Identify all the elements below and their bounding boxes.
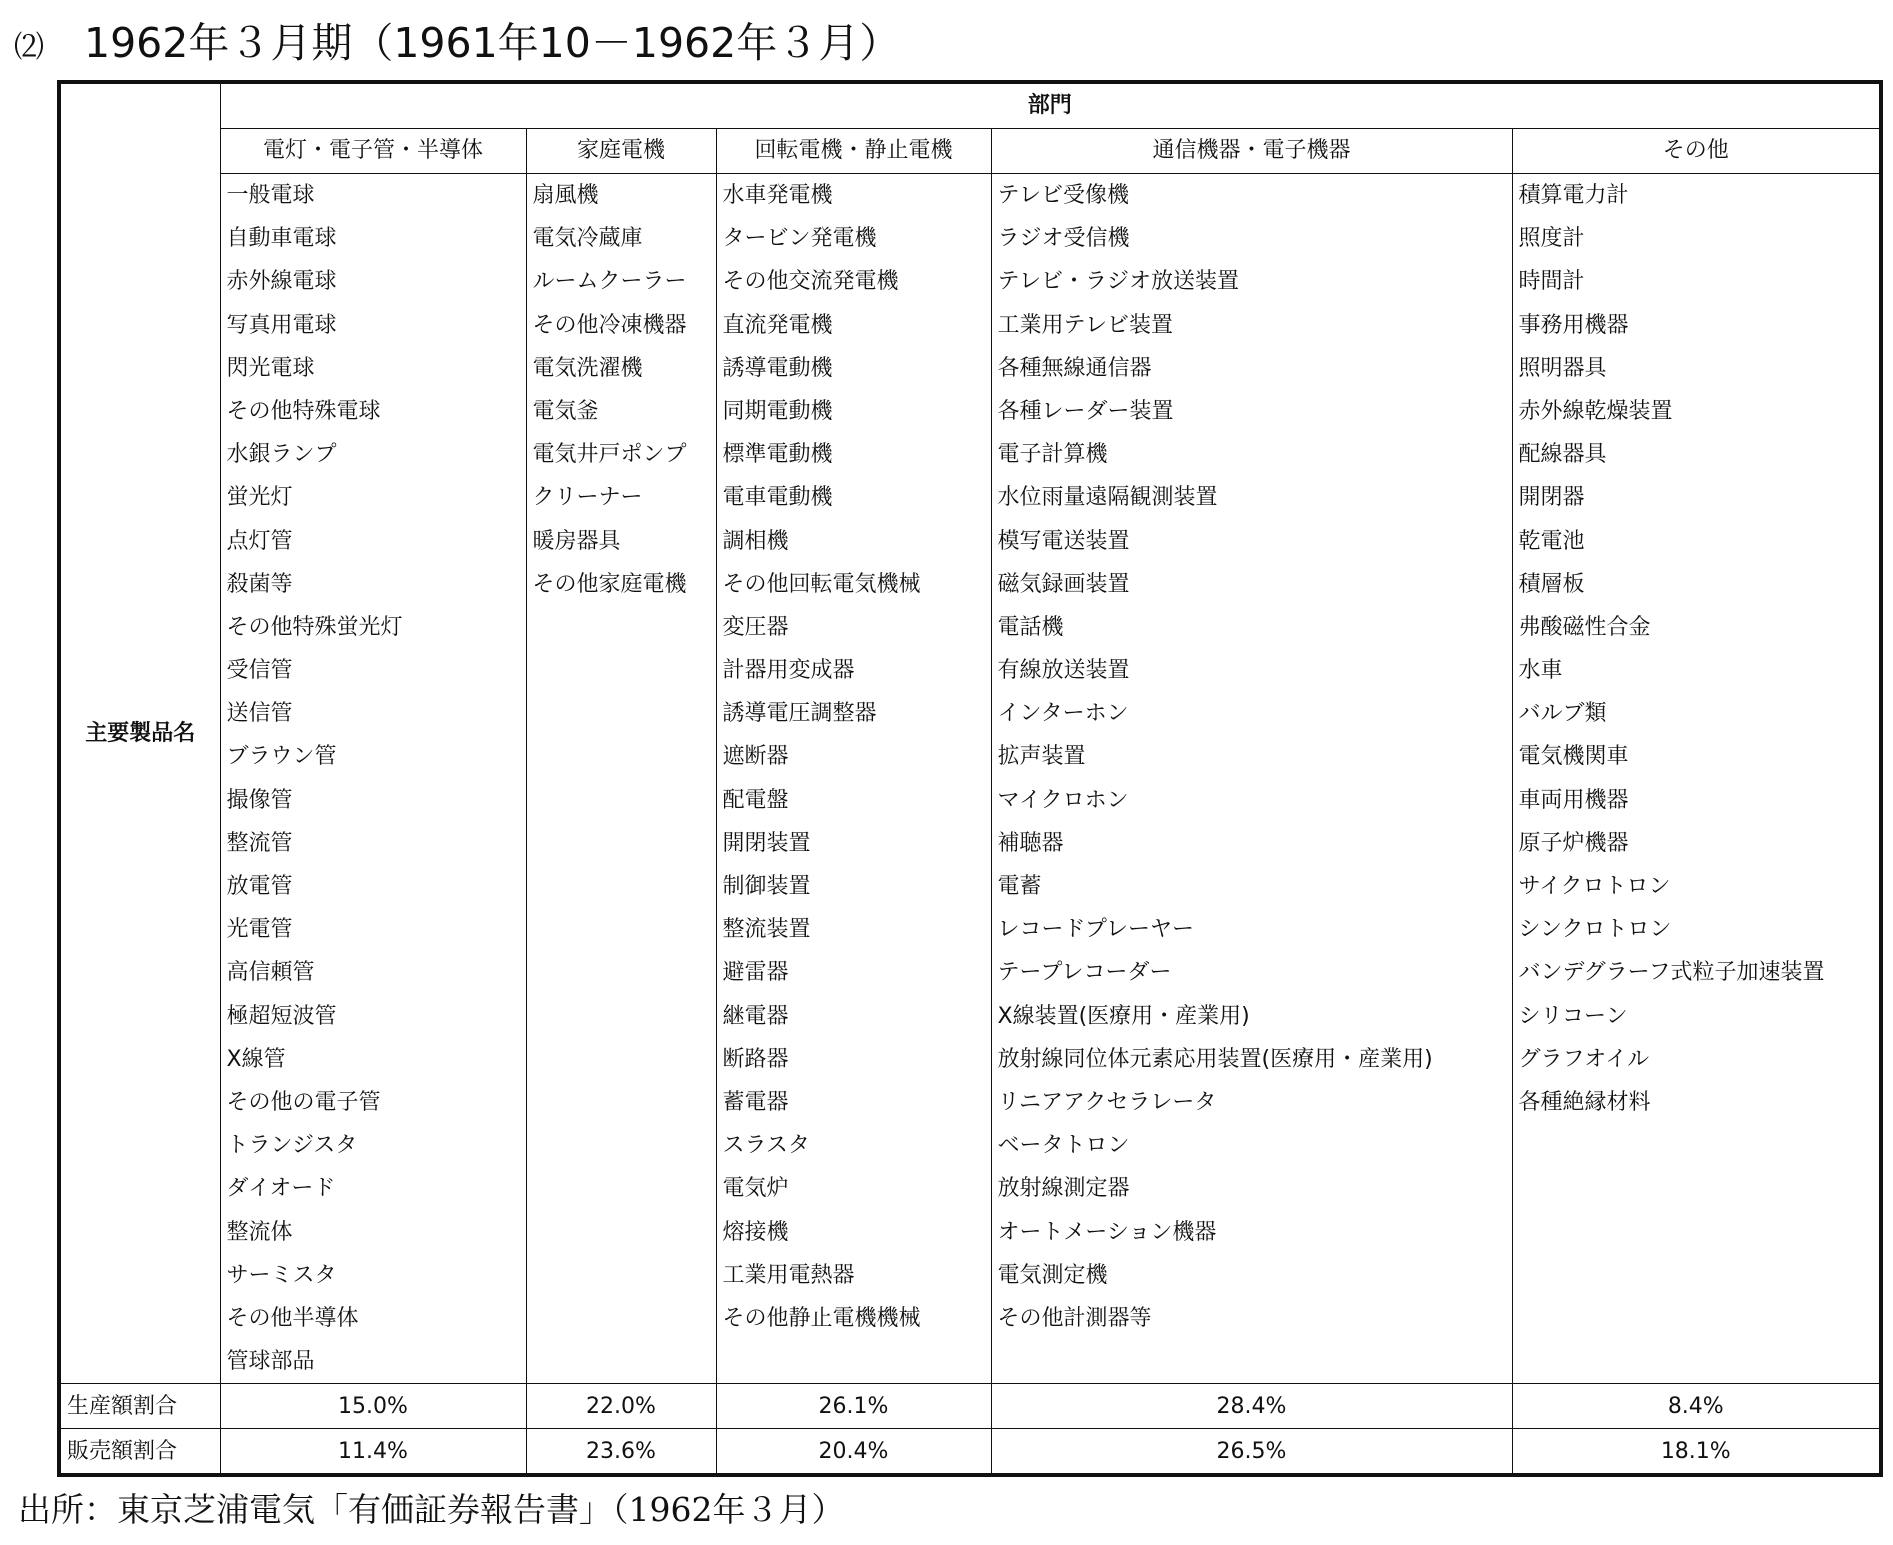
product-item: 電話機	[997, 614, 1064, 640]
product-item: その他冷凍機器	[532, 312, 687, 338]
product-item: 模写電送装置	[997, 528, 1130, 554]
product-item: 水車	[1518, 658, 1563, 684]
stat-value: 28.4%	[991, 1384, 1512, 1429]
product-item: その他特殊電球	[226, 398, 381, 424]
product-item: 時間計	[1518, 269, 1585, 295]
product-item: 扇風機	[532, 183, 599, 208]
product-item: 配線器具	[1518, 442, 1607, 468]
product-item: 受信管	[226, 658, 293, 684]
product-item: 遮断器	[722, 744, 789, 770]
product-item: 各種絶縁材料	[1518, 1089, 1651, 1115]
product-item: 避雷器	[722, 960, 789, 986]
product-item: 電気測定機	[997, 1262, 1108, 1288]
stat-value: 11.4%	[220, 1429, 526, 1476]
product-item: その他の電子管	[226, 1089, 381, 1115]
product-item: 開閉器	[1518, 485, 1585, 511]
product-item: 積算電力計	[1518, 183, 1629, 208]
stat-label: 生産額割合	[59, 1384, 220, 1429]
product-item: その他静止電機機械	[722, 1305, 921, 1331]
product-item: 調相機	[722, 528, 789, 554]
product-item: X線管	[226, 1046, 286, 1072]
product-item: 原子炉機器	[1518, 830, 1629, 856]
product-item: 送信管	[226, 701, 293, 727]
product-item: 放電管	[226, 874, 293, 899]
product-item: ルームクーラー	[532, 269, 687, 295]
product-item: 電蓄	[997, 874, 1042, 899]
product-item: トランジスタ	[226, 1133, 358, 1159]
product-item: X線装置(医療用・産業用)	[997, 1003, 1250, 1029]
product-item: 標準電動機	[722, 442, 833, 468]
row-label-products: 主要製品名	[59, 82, 220, 1384]
product-item: サイクロトロン	[1518, 874, 1671, 899]
product-item: 電気洗濯機	[532, 355, 643, 381]
product-list	[220, 174, 526, 1384]
product-item: 光電管	[226, 917, 293, 943]
product-item: 工業用テレビ装置	[997, 312, 1174, 338]
product-item: ラジオ受信機	[997, 226, 1130, 252]
product-item: その他半導体	[226, 1305, 359, 1331]
product-item: インターホン	[997, 701, 1129, 727]
product-item: 整流体	[226, 1219, 293, 1245]
product-item: サーミスタ	[226, 1262, 337, 1288]
product-item: その他特殊蛍光灯	[226, 614, 403, 640]
product-item: 赤外線電球	[226, 269, 337, 295]
product-item: スラスタ	[722, 1133, 810, 1159]
stat-value: 18.1%	[1512, 1429, 1881, 1476]
product-item: 電車電動機	[722, 485, 833, 511]
product-item: 閃光電球	[226, 355, 315, 381]
product-list	[716, 174, 991, 1384]
product-item: 積層板	[1518, 571, 1585, 597]
product-item: 工業用電熱器	[722, 1262, 855, 1288]
product-item: 開閉装置	[722, 830, 811, 856]
product-item: 放射線測定器	[997, 1176, 1130, 1202]
category-header: 電灯・電子管・半導体	[220, 129, 526, 174]
product-item: 弗酸磁性合金	[1518, 614, 1651, 640]
section-number: ⑵	[14, 30, 44, 65]
product-item: 暖房器具	[532, 528, 621, 554]
stat-value: 23.6%	[526, 1429, 716, 1476]
product-division-table	[57, 80, 1883, 1477]
product-item: 管球部品	[226, 1349, 315, 1375]
product-item: 放射線同位体元素応用装置(医療用・産業用)	[997, 1046, 1433, 1072]
product-item: 撮像管	[226, 787, 293, 813]
source-note: 出所：東京芝浦電気「有価証券報告書」（1962年３月）	[18, 1490, 845, 1529]
product-item: 磁気録画装置	[997, 571, 1130, 597]
product-item: その他計測器等	[997, 1305, 1152, 1331]
category-header: 家庭電機	[526, 129, 716, 174]
product-item: 電気炉	[722, 1176, 789, 1202]
product-item: オートメーション機器	[997, 1219, 1217, 1245]
product-item: グラフオイル	[1518, 1046, 1650, 1072]
product-item: 整流装置	[722, 917, 811, 943]
product-item: 照度計	[1518, 226, 1585, 252]
product-item: 計器用変成器	[722, 658, 855, 684]
product-item: 電気井戸ポンプ	[532, 442, 687, 468]
product-list	[526, 174, 716, 1384]
product-item: リニアアクセラレータ	[997, 1089, 1217, 1115]
product-item: 赤外線乾燥装置	[1518, 398, 1673, 424]
stat-label: 販売額割合	[59, 1429, 220, 1476]
product-item: 事務用機器	[1518, 312, 1629, 338]
stat-value: 26.5%	[991, 1429, 1512, 1476]
product-item: マイクロホン	[997, 787, 1129, 813]
heading	[14, 10, 900, 70]
product-item: 電子計算機	[997, 442, 1108, 468]
product-item: レコードプレーヤー	[997, 917, 1194, 943]
product-item: テレビ・ラジオ放送装置	[997, 269, 1240, 295]
product-item: シンクロトロン	[1518, 917, 1672, 943]
product-item: 蛍光灯	[226, 485, 293, 511]
product-item: 配電盤	[722, 787, 789, 813]
product-list	[991, 174, 1512, 1384]
product-item: 写真用電球	[226, 312, 337, 338]
product-item: 電気釜	[532, 398, 599, 424]
product-item: 熔接機	[722, 1219, 789, 1245]
product-item: タービン発電機	[722, 226, 877, 252]
product-item: クリーナー	[532, 485, 643, 511]
product-item: 補聴器	[997, 830, 1064, 856]
category-header: 通信機器・電子機器	[991, 129, 1512, 174]
stat-value: 20.4%	[716, 1429, 991, 1476]
product-item: 誘導電圧調整器	[722, 701, 877, 727]
product-item: 直流発電機	[722, 312, 833, 338]
stat-row-production	[59, 1384, 1881, 1429]
product-item: 誘導電動機	[722, 355, 833, 381]
group-header-bumon: 部門	[220, 82, 1881, 129]
product-item: テープレコーダー	[997, 960, 1172, 986]
product-item: 蓄電器	[722, 1089, 789, 1115]
product-item: 各種レーダー装置	[997, 398, 1174, 424]
product-item: 電気機関車	[1518, 744, 1629, 770]
product-item: 拡声装置	[997, 744, 1086, 770]
product-item: シリコーン	[1518, 1003, 1628, 1029]
product-item: 断路器	[722, 1046, 789, 1072]
product-item: 自動車電球	[226, 226, 337, 252]
stat-value: 8.4%	[1512, 1384, 1881, 1429]
product-item: 有線放送装置	[997, 658, 1130, 684]
product-item: その他家庭電機	[532, 571, 687, 597]
product-item: 各種無線通信器	[997, 355, 1152, 381]
product-item: その他回転電気機械	[722, 571, 921, 597]
product-item: 継電器	[722, 1003, 789, 1029]
product-item: 照明器具	[1518, 355, 1607, 381]
product-item: 車両用機器	[1518, 787, 1629, 813]
stat-row-sales	[59, 1429, 1881, 1476]
product-item: 電気冷蔵庫	[532, 226, 643, 252]
stat-value: 15.0%	[220, 1384, 526, 1429]
product-item: 水銀ランプ	[226, 442, 337, 468]
product-item: テレビ受像機	[997, 183, 1130, 208]
stat-value: 26.1%	[716, 1384, 991, 1429]
product-item: その他交流発電機	[722, 269, 899, 295]
product-item: 水車発電機	[722, 183, 833, 208]
product-item: 乾電池	[1518, 528, 1585, 554]
product-item: ブラウン管	[226, 744, 337, 770]
product-item: 水位雨量遠隔観測装置	[997, 485, 1218, 511]
product-item: 一般電球	[226, 183, 315, 208]
product-list	[1512, 174, 1881, 1384]
product-item: バルブ類	[1518, 701, 1607, 727]
product-item: 変圧器	[722, 614, 789, 640]
category-header: その他	[1512, 129, 1881, 174]
product-item: ベータトロン	[997, 1133, 1130, 1159]
product-item: 同期電動機	[722, 398, 833, 424]
product-item: 極超短波管	[226, 1003, 337, 1029]
product-item: ダイオード	[226, 1176, 336, 1202]
product-item: 整流管	[226, 830, 293, 856]
page-title: 1962年３月期（1961年10－1962年３月）	[84, 19, 901, 67]
product-item: 殺菌等	[226, 571, 293, 597]
product-item: バンデグラーフ式粒子加速装置	[1518, 960, 1825, 986]
category-header: 回転電機・静止電機	[716, 129, 991, 174]
product-item: 制御装置	[722, 874, 811, 899]
product-item: 点灯管	[226, 528, 293, 554]
product-item: 高信頼管	[226, 960, 315, 986]
stat-value: 22.0%	[526, 1384, 716, 1429]
